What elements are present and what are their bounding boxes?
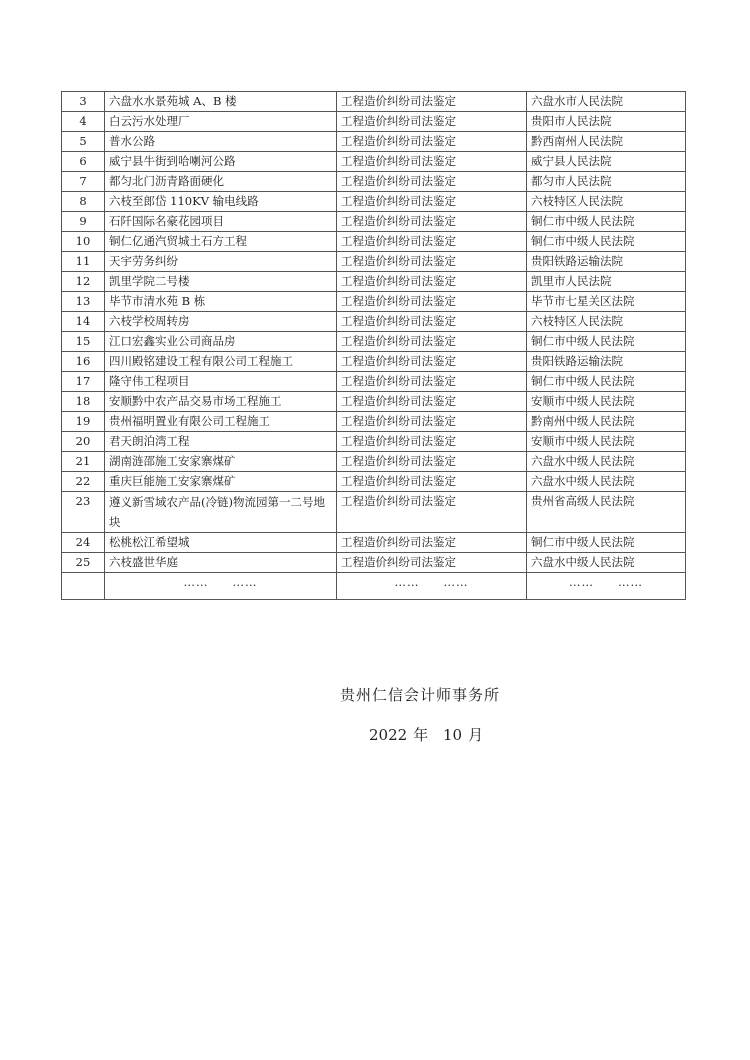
court-name: 安顺市中级人民法院 — [527, 392, 686, 412]
table-row-ellipsis — [62, 573, 686, 600]
table-row — [62, 112, 686, 132]
table-row — [62, 92, 686, 112]
project-name: 贵州福明置业有限公司工程施工 — [105, 412, 337, 432]
court-name: 六枝特区人民法院 — [527, 312, 686, 332]
case-type: 工程造价纠纷司法鉴定 — [337, 112, 527, 132]
table-row — [62, 272, 686, 292]
row-number: 18 — [62, 392, 105, 412]
row-number: 8 — [62, 192, 105, 212]
table-row — [62, 172, 686, 192]
row-number: 13 — [62, 292, 105, 312]
project-name: 铜仁亿通汽贸城土石方工程 — [105, 232, 337, 252]
case-type: 工程造价纠纷司法鉴定 — [337, 492, 527, 533]
row-number: 17 — [62, 372, 105, 392]
project-name: 凯里学院二号楼 — [105, 272, 337, 292]
ellipsis-mark: …… — [394, 575, 420, 589]
table-row — [62, 132, 686, 152]
row-number: 19 — [62, 412, 105, 432]
court-name: 六枝特区人民法院 — [527, 192, 686, 212]
row-number: 5 — [62, 132, 105, 152]
court-name: 毕节市七星关区法院 — [527, 292, 686, 312]
court-name: 黔南州中级人民法院 — [527, 412, 686, 432]
project-name: 六盘水水景苑城 A、B 楼 — [105, 92, 337, 112]
ellipsis-mark: …… — [569, 575, 594, 589]
row-number: 4 — [62, 112, 105, 132]
case-type: 工程造价纠纷司法鉴定 — [337, 252, 527, 272]
ellipsis-mark: …… — [618, 575, 643, 589]
project-name: 四川殿铭建设工程有限公司工程施工 — [105, 352, 337, 372]
table-row — [62, 192, 686, 212]
case-type: 工程造价纠纷司法鉴定 — [337, 452, 527, 472]
table-row — [62, 392, 686, 412]
ellipsis-cell — [337, 573, 527, 600]
row-number: 3 — [62, 92, 105, 112]
row-number: 22 — [62, 472, 105, 492]
project-name: 六枝盛世华庭 — [105, 553, 337, 573]
project-name: 湖南涟邵施工安家寨煤矿 — [105, 452, 337, 472]
project-name: 江口宏鑫实业公司商品房 — [105, 332, 337, 352]
project-name: 威宁县牛街到哈喇河公路 — [105, 152, 337, 172]
case-type: 工程造价纠纷司法鉴定 — [337, 533, 527, 553]
case-type: 工程造价纠纷司法鉴定 — [337, 352, 527, 372]
ellipsis-cell — [105, 573, 337, 600]
table-row — [62, 232, 686, 252]
ellipsis-mark: …… — [232, 575, 258, 589]
court-name: 铜仁市中级人民法院 — [527, 372, 686, 392]
project-name: 君天朗泊湾工程 — [105, 432, 337, 452]
row-number: 21 — [62, 452, 105, 472]
court-name: 贵阳市人民法院 — [527, 112, 686, 132]
case-type: 工程造价纠纷司法鉴定 — [337, 392, 527, 412]
row-number: 10 — [62, 232, 105, 252]
project-name: 六枝学校周转房 — [105, 312, 337, 332]
report-date — [369, 724, 489, 745]
table-row — [62, 292, 686, 312]
table-row — [62, 472, 686, 492]
ellipsis-mark: …… — [443, 575, 469, 589]
court-name: 贵阳铁路运输法院 — [527, 352, 686, 372]
report-month: 10 — [442, 726, 463, 744]
report-year: 2022 — [369, 726, 408, 744]
table-row — [62, 312, 686, 332]
table-row — [62, 352, 686, 372]
case-type: 工程造价纠纷司法鉴定 — [337, 192, 527, 212]
court-name: 黔西南州人民法院 — [527, 132, 686, 152]
case-type: 工程造价纠纷司法鉴定 — [337, 152, 527, 172]
project-name: 重庆巨能施工安家寨煤矿 — [105, 472, 337, 492]
table-row — [62, 372, 686, 392]
project-name: 天宇劳务纠纷 — [105, 252, 337, 272]
row-number: 7 — [62, 172, 105, 192]
table-row — [62, 252, 686, 272]
case-type: 工程造价纠纷司法鉴定 — [337, 472, 527, 492]
row-number: 11 — [62, 252, 105, 272]
table-row — [62, 492, 686, 533]
row-number: 23 — [62, 492, 105, 533]
court-name: 贵阳铁路运输法院 — [527, 252, 686, 272]
case-type: 工程造价纠纷司法鉴定 — [337, 332, 527, 352]
case-type: 工程造价纠纷司法鉴定 — [337, 132, 527, 152]
court-name: 铜仁市中级人民法院 — [527, 232, 686, 252]
case-type: 工程造价纠纷司法鉴定 — [337, 292, 527, 312]
project-name: 遵义新雪域农产品(冷链)物流园第一二号地块 — [105, 492, 337, 533]
case-type: 工程造价纠纷司法鉴定 — [337, 212, 527, 232]
court-name: 六盘水中级人民法院 — [527, 452, 686, 472]
case-table — [61, 91, 686, 600]
report-month-unit: 月 — [468, 726, 484, 744]
table-row — [62, 533, 686, 553]
case-type: 工程造价纠纷司法鉴定 — [337, 92, 527, 112]
court-name: 凯里市人民法院 — [527, 272, 686, 292]
row-number: 20 — [62, 432, 105, 452]
project-name: 六枝至郎岱 110KV 输电线路 — [105, 192, 337, 212]
project-name: 石阡国际名豪花园项目 — [105, 212, 337, 232]
table-row — [62, 332, 686, 352]
project-name: 白云污水处理厂 — [105, 112, 337, 132]
case-type: 工程造价纠纷司法鉴定 — [337, 553, 527, 573]
case-type: 工程造价纠纷司法鉴定 — [337, 232, 527, 252]
case-type: 工程造价纠纷司法鉴定 — [337, 432, 527, 452]
court-name: 都匀市人民法院 — [527, 172, 686, 192]
row-number: 25 — [62, 553, 105, 573]
court-name: 六盘水中级人民法院 — [527, 553, 686, 573]
row-number-blank — [62, 573, 105, 600]
table-row — [62, 412, 686, 432]
project-name: 安顺黔中农产品交易市场工程施工 — [105, 392, 337, 412]
court-name: 威宁县人民法院 — [527, 152, 686, 172]
project-name: 毕节市清水苑 B 栋 — [105, 292, 337, 312]
project-name: 普水公路 — [105, 132, 337, 152]
row-number: 14 — [62, 312, 105, 332]
court-name: 铜仁市中级人民法院 — [527, 332, 686, 352]
court-name: 安顺市中级人民法院 — [527, 432, 686, 452]
ellipsis-cell — [527, 573, 686, 600]
row-number: 9 — [62, 212, 105, 232]
firm-name: 贵州仁信会计师事务所 — [340, 686, 501, 704]
court-name: 六盘水市人民法院 — [527, 92, 686, 112]
case-table-body — [62, 92, 686, 600]
row-number: 24 — [62, 533, 105, 553]
row-number: 15 — [62, 332, 105, 352]
table-row — [62, 212, 686, 232]
case-type: 工程造价纠纷司法鉴定 — [337, 412, 527, 432]
court-name: 六盘水中级人民法院 — [527, 472, 686, 492]
table-row — [62, 553, 686, 573]
ellipsis-mark: …… — [183, 575, 209, 589]
project-name: 松桃松江希望城 — [105, 533, 337, 553]
case-type: 工程造价纠纷司法鉴定 — [337, 272, 527, 292]
case-type: 工程造价纠纷司法鉴定 — [337, 172, 527, 192]
table-row — [62, 152, 686, 172]
report-year-unit: 年 — [413, 726, 429, 744]
row-number: 6 — [62, 152, 105, 172]
court-name: 贵州省高级人民法院 — [527, 492, 686, 533]
court-name: 铜仁市中级人民法院 — [527, 533, 686, 553]
row-number: 16 — [62, 352, 105, 372]
case-type: 工程造价纠纷司法鉴定 — [337, 312, 527, 332]
case-type: 工程造价纠纷司法鉴定 — [337, 372, 527, 392]
project-name: 隆守伟工程项目 — [105, 372, 337, 392]
table-row — [62, 432, 686, 452]
court-name: 铜仁市中级人民法院 — [527, 212, 686, 232]
project-name: 都匀北门沥青路面硬化 — [105, 172, 337, 192]
table-row — [62, 452, 686, 472]
row-number: 12 — [62, 272, 105, 292]
